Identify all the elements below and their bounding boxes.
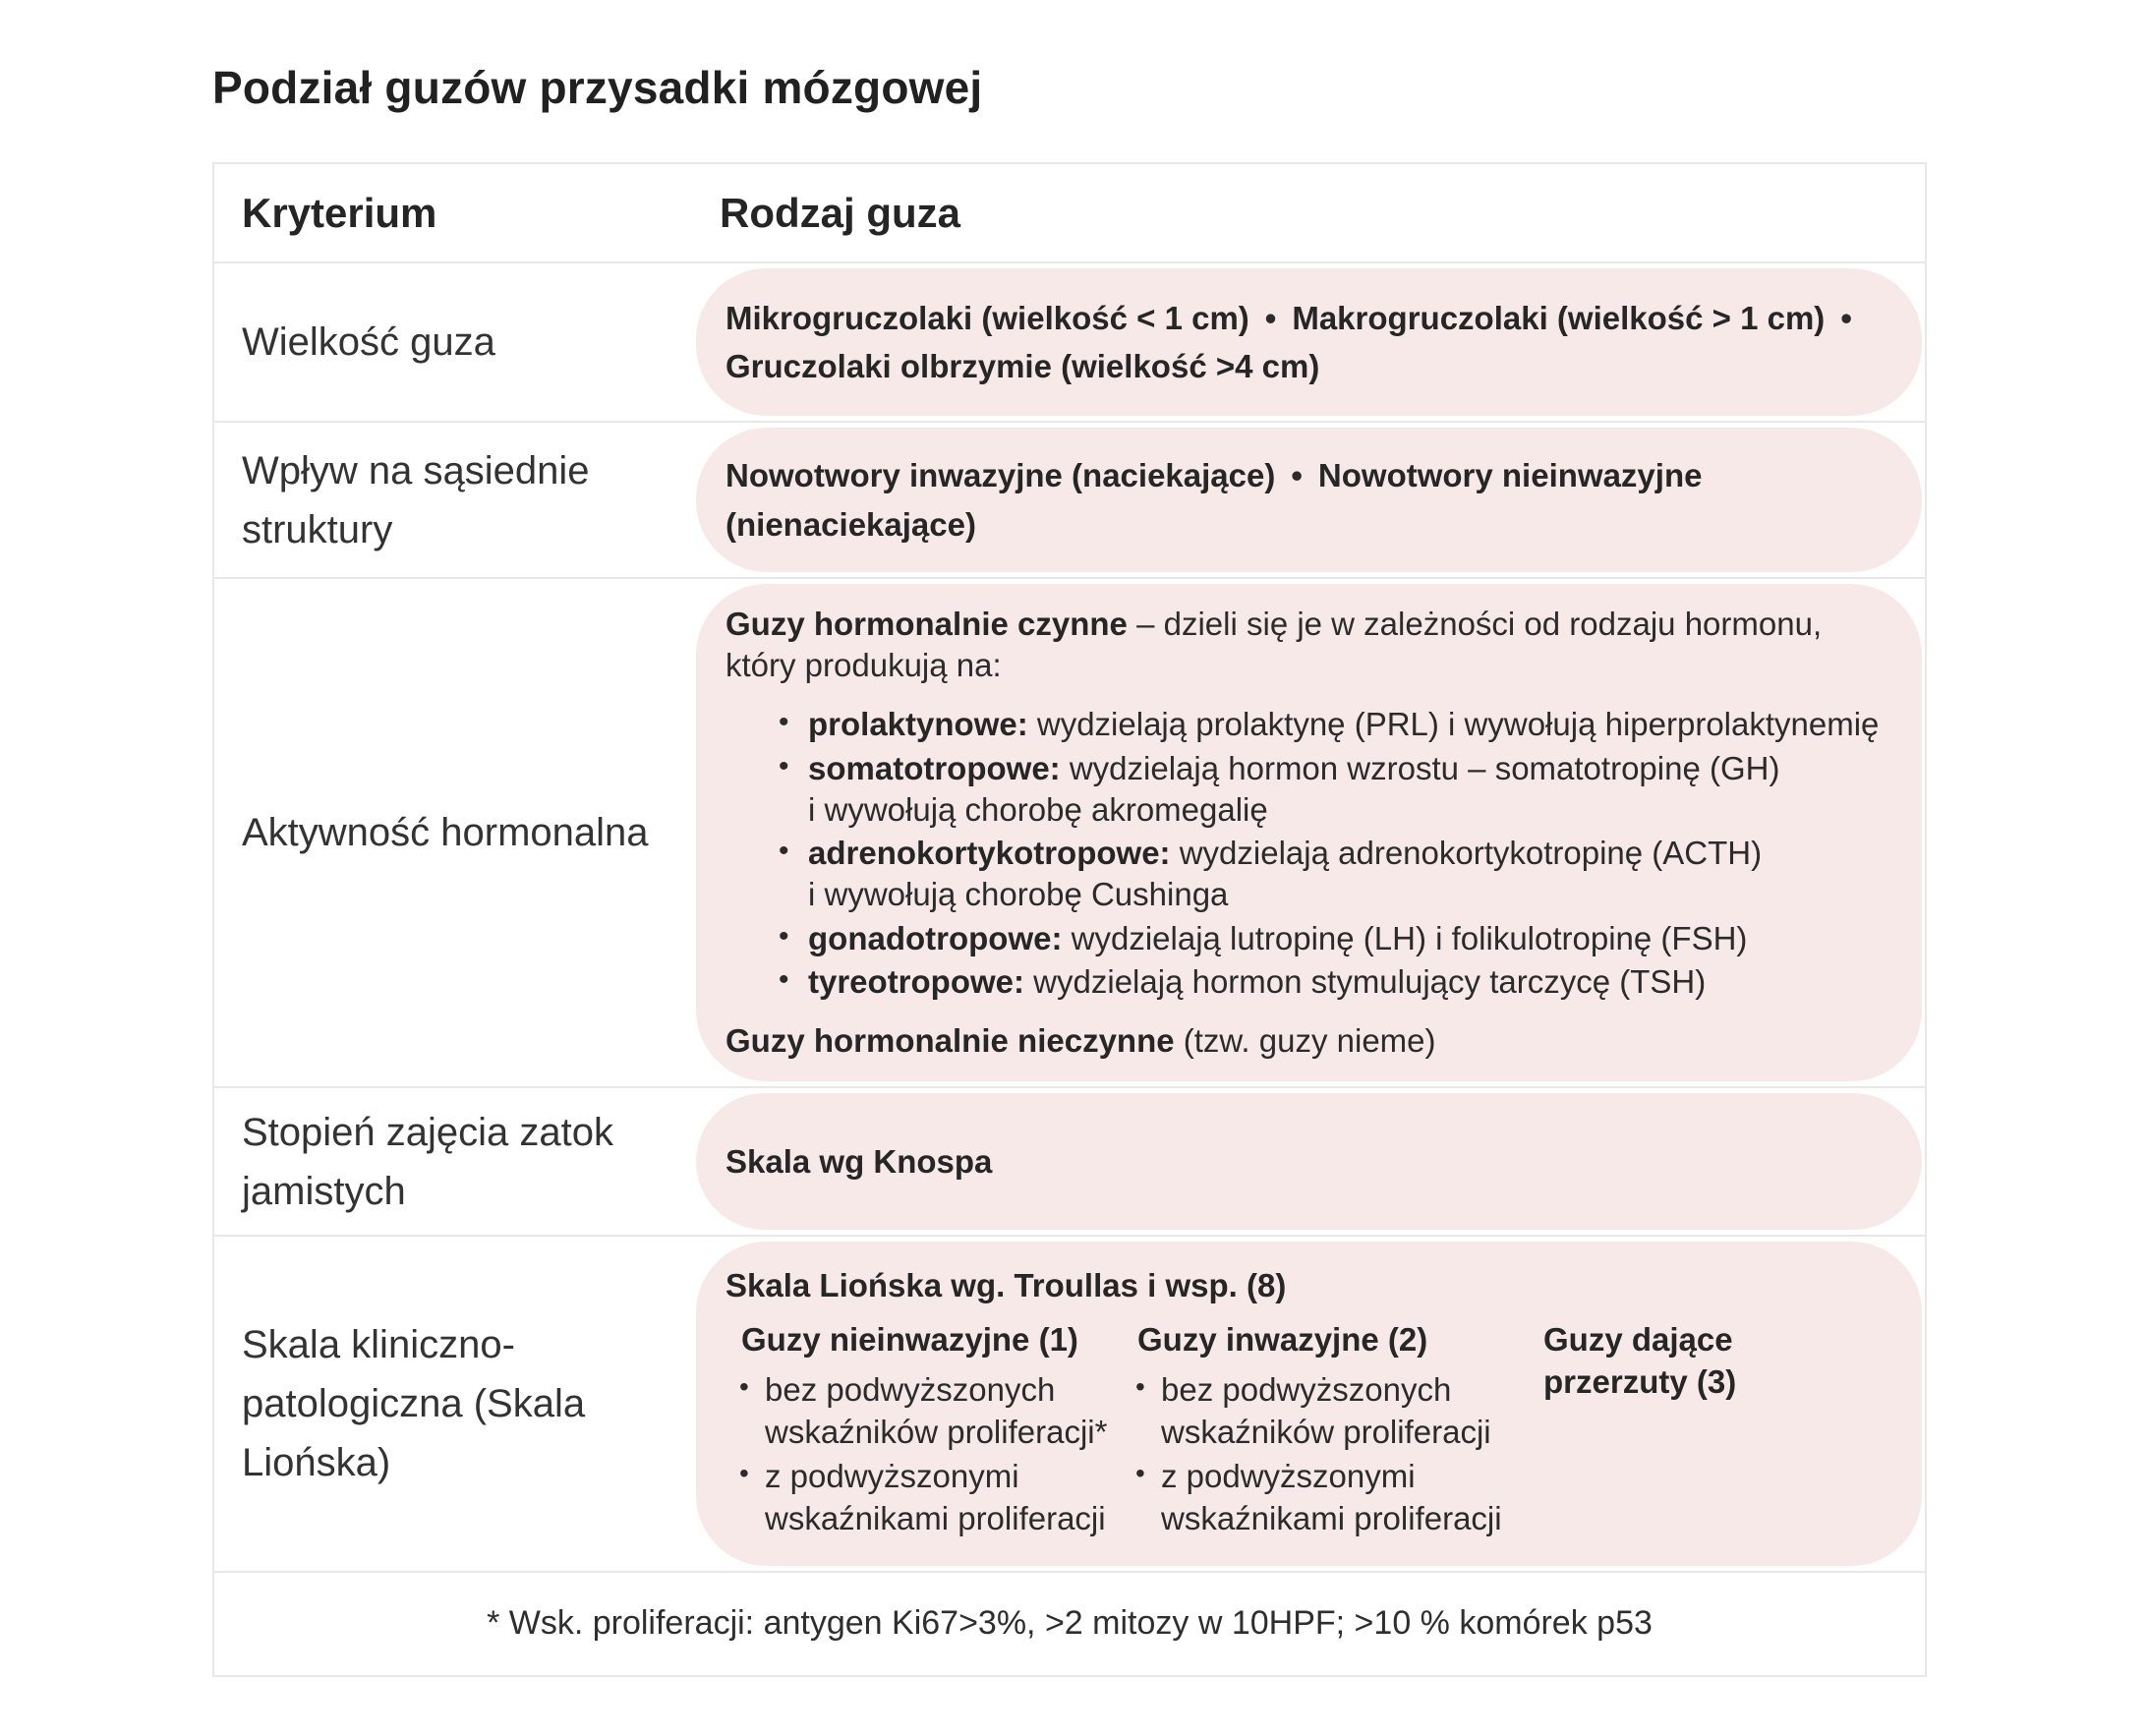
table-header-row: [214, 164, 1925, 263]
criterion-impact: Wpływ na sąsiednie struktury: [242, 448, 590, 551]
criterion-knosp: Stopień zajęcia zatok jamistych: [242, 1110, 614, 1213]
hormonal-bullet-gonadotropic: [808, 918, 1885, 959]
bullet-rest: wydzielają hormon stymulujący tarczycę (TSH): [1024, 962, 1707, 1000]
table-row-lyon: [214, 1237, 1925, 1572]
bullet-bold: adrenokortykotropowe:: [808, 835, 1171, 872]
hormonal-intro-bold: Guzy hormonalnie czynne: [725, 606, 1128, 642]
lyon-col-title-text: Guzy inwazyjne (2): [1137, 1321, 1428, 1359]
header-criterion: Kryterium: [242, 190, 437, 236]
table-row-hormonal: [214, 579, 1925, 1088]
lyon-column-invasive: [1122, 1319, 1528, 1541]
size-item-micro: Mikrogruczolaki (wielkość < 1 cm): [725, 299, 1249, 336]
impact-item-invasive: Nowotwory inwazyjne (naciekające): [725, 457, 1276, 493]
table-row-knosp: [214, 1088, 1925, 1237]
header-tumor-type: Rodzaj guza: [720, 189, 961, 236]
bullet-rest: wydzielają adrenokortykotropinę (ACTH): [1170, 835, 1763, 872]
lyon-heading-text: Skala Liońska wg. Troullas i wsp. (8): [725, 1267, 1287, 1304]
hormonal-bullet-list: [725, 702, 1885, 1005]
hormonal-bullet-prolactin: [808, 704, 1885, 745]
hormonal-intro: [725, 604, 1885, 686]
bubble-lyon: [696, 1242, 1922, 1565]
size-line-2: [725, 342, 1885, 391]
lyon-col-title-text: Guzy nieinwazyjne (1): [741, 1321, 1078, 1359]
hormonal-intro-rest: – dzieli się je w zależności od rodzaju hormonu,: [1127, 606, 1823, 642]
lyon-col-title: [1528, 1319, 1885, 1404]
table-row-size: [214, 263, 1925, 423]
bullet-bold: somatotropowe:: [808, 749, 1061, 786]
size-item-macro: Makrogruczolaki (wielkość > 1 cm): [1292, 299, 1826, 336]
bubble-hormonal: [696, 584, 1922, 1081]
lyon-bullet: • z podwyższonymi wskaźnikami proliferacji: [765, 1456, 1122, 1540]
lyon-bullet: • z podwyższonymi wskaźnikami proliferacji: [1161, 1456, 1528, 1540]
bullet-bold: prolaktynowe:: [808, 706, 1028, 743]
knosp-line: [725, 1137, 1885, 1186]
hormonal-bullet-somatotropic: [808, 748, 1885, 831]
page-title: Podział guzów przysadki mózgowej: [212, 62, 983, 113]
lyon-column-metastatic: [1528, 1319, 1885, 1412]
size-item-giant: Gruczolaki olbrzymie (wielkość >4 cm): [725, 348, 1320, 384]
criterion-hormonal: Aktywność hormonalna: [242, 811, 649, 855]
bubble-impact: [696, 428, 1922, 572]
bubble-knosp: [696, 1093, 1922, 1230]
criterion-lyon: Skala kliniczno-patologiczna (Skala Liońska): [242, 1323, 586, 1485]
bullet-rest: wydzielają hormon wzrostu – somatotropinę (GH): [1060, 749, 1780, 786]
hormonal-outro-bold: Guzy hormonalnie nieczynne: [725, 1022, 1175, 1060]
bullet-separator: •: [1264, 299, 1277, 336]
bullet-separator: •: [1291, 457, 1303, 493]
lyon-columns: [725, 1319, 1885, 1541]
lyon-column-noninvasive: [725, 1319, 1122, 1541]
hormonal-intro-rest2: który produkują na:: [725, 647, 1002, 684]
footnote-text: * Wsk. proliferacji: antygen Ki67>3%, >2 mitozy w 10HPF; >10 % komórek p53: [487, 1604, 1653, 1643]
lyon-col-bullets: [725, 1369, 1122, 1540]
size-line-1: [725, 294, 1885, 343]
knosp-scale-label: Skala wg Knospa: [725, 1143, 993, 1181]
bullet-rest: wydzielają prolaktynę (PRL) i wywołują hiperprolaktynemię: [1027, 706, 1880, 743]
lyon-col-title-text: Guzy dające przerzuty (3): [1543, 1321, 1737, 1401]
lyon-bullet: • bez podwyższonych wskaźników proliferacji: [1161, 1369, 1528, 1454]
impact-item-noninvasive: Nowotwory nieinwazyjne (nienaciekające): [725, 457, 1703, 543]
table-row-footnote: [214, 1573, 1925, 1675]
bullet-bold: gonadotropowe:: [808, 919, 1063, 956]
lyon-bullet: • bez podwyższonych wskaźników proliferacji*: [765, 1369, 1122, 1454]
lyon-heading: [725, 1265, 1885, 1307]
bullet-bold: tyreotropowe:: [808, 962, 1025, 1000]
hormonal-outro-rest: (tzw. guzy nieme): [1174, 1022, 1436, 1060]
bullet-rest: wydzielają lutropinę (LH) i folikulotropinę (FSH): [1062, 919, 1748, 956]
hormonal-bullet-thyrotropic: [808, 961, 1885, 1003]
criterion-size: Wielkość guza: [242, 320, 495, 364]
lyon-col-title: [725, 1319, 1122, 1361]
table-row-impact: [214, 423, 1925, 579]
bullet-rest2: i wywołują chorobę Cushinga: [808, 876, 1229, 913]
bullet-separator: •: [1840, 299, 1852, 336]
hormonal-outro: [725, 1020, 1885, 1062]
lyon-col-title: [1122, 1319, 1528, 1361]
hormonal-bullet-adrenocorticotropic: [808, 833, 1885, 915]
impact-line: [725, 451, 1885, 549]
classification-table: [212, 162, 1927, 1677]
lyon-col-bullets: [1122, 1369, 1528, 1540]
bubble-size: [696, 268, 1922, 416]
bullet-rest2: i wywołują chorobę akromegalię: [808, 790, 1268, 828]
